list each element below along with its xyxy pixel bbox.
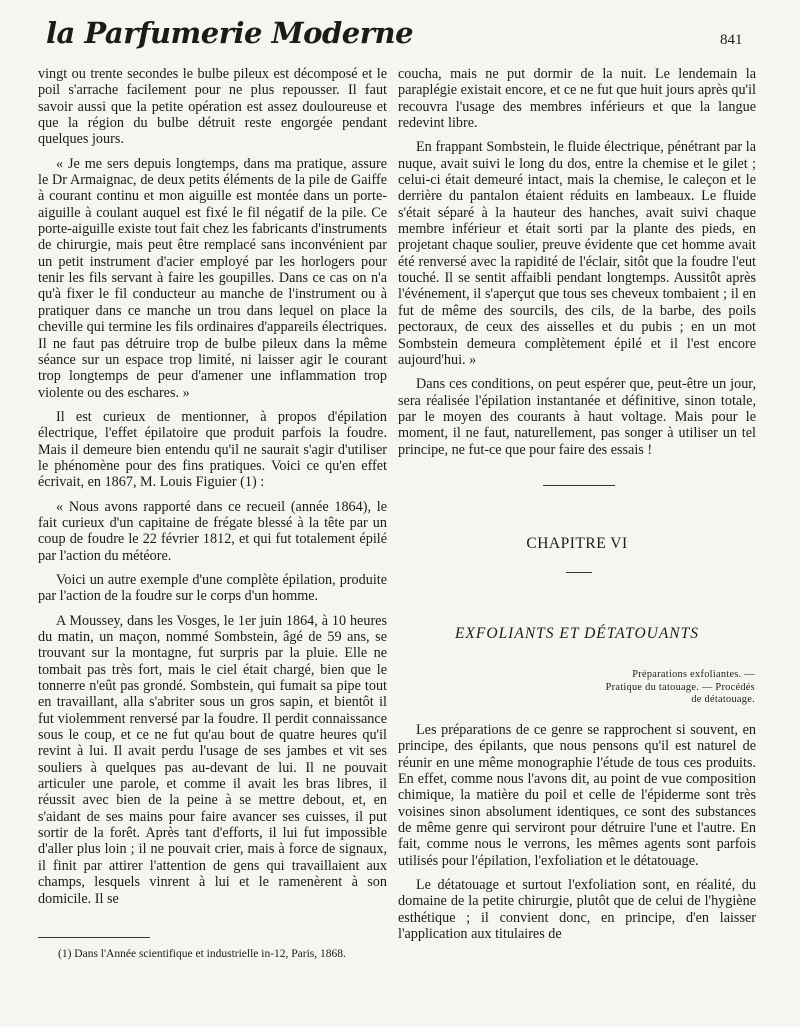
paragraph: vingt ou trente secondes le bulbe pileux est décomposé et le poil s'arrache facilement pour ne plus repousser. Il faut savoir aussi que la petite opération est assez douloureuse et que la région du bulbe détruit reste engorgée pendant quelques jours. — [38, 66, 387, 148]
subhead-line: Pratique du tatouage. — Procédés — [605, 681, 755, 693]
footnote: (1) Dans l'Année scientifique et industrielle in-12, Paris, 1868. — [58, 948, 346, 960]
paragraph: En frappant Sombstein, le fluide électrique, pénétrant par la nuque, avait suivi le long du dos, entre la chemise et le gilet ; celui-ci était demeuré intact, mais la chemise, le caleçon et le derrière du pantalon étaient réduits en lambeaux. Le fluide s'était séparé à la hauteur des hanches, avait suivi chaque membre inférieur et était sorti par la plante des pieds, en projetant chaque soulier, preuve évidente que cet homme avait été renversé avec la rapidité de l'éclair, sitôt que la foudre l'eut touché. Il se sentit affaibli pendant longtemps. Aussitôt après l'événement, il s'aperçut que tous ses cheveux tombaient ; il en fut de même des sourcils, des cils, de la barbe, des poils pectoraux, de ceux des aisselles et du pubis ; en un mot Sombstein demeura complètement épilé et il l'est encore aujourd'hui. » — [398, 139, 756, 368]
paragraph: « Nous avons rapporté dans ce recueil (année 1864), le fait curieux d'un capitaine de frégate blessé à la tête par un coup de foudre le 22 février 1812, et qui fut totalement épilé par l'action du météore. — [38, 498, 387, 564]
chapter-heading: CHAPITRE VI — [526, 535, 628, 552]
subhead-line: de détatouage. — [691, 694, 755, 705]
paragraph: Le détatouage et surtout l'exfoliation sont, en réalité, du domaine de la petite chirurgie, plutôt que de celui de l'hygiène esthétique ; il convient donc, en principe, d'en laisser l'application aux titulaires de — [398, 877, 756, 943]
right-column-chapter-text — [398, 722, 756, 950]
paragraph: « Je me sers depuis longtemps, dans ma pratique, assure le Dr Armaignac, de deux petits éléments de la pile de Gaiffe à courant continu et mon aiguille est montée dans un porte-aiguille à coulant auquel est fixé le fil négatif de la pile. Ce porte-aiguille existe tout fait chez les fabricants d'instruments de chirurgie, mais peut être remplacé sans inconvénient par un petit instrument d'acier employé par les horlogers pour tenir les fils servant à faire les goupilles. Dans ce cas on n'a qu'à fixer le fil conducteur au manche de l'instrument ou à pratiquer dans ce manche un trou dans lequel on place la cheville qui termine les fils ordinaires d'appareils électriques. Il ne faut pas détruire trop de bulbe pileux dans la même séance sur un espace trop limité, ni laisser agir le courant trop longtemps de peur d'amener une inflammation trop violente ou des eschares. » — [38, 155, 387, 401]
footnote-divider — [38, 937, 150, 938]
paragraph: Il est curieux de mentionner, à propos d'épilation électrique, l'effet épilatoire que produit parfois la foudre. Mais il demeure bien entendu qu'il ne saurait s'agir d'utiliser le phénomène pour des fins pratiques. Voici ce qu'en effet écrivait, en 1867, M. Louis Figuier (1) : — [38, 408, 387, 491]
paragraph: Les préparations de ce genre se rapprochent si souvent, en principe, des épilants, que nous pensons qu'il est naturel de réunir en une même monographie l'étude de tous ces produits. En effet, comme nous l'avons dit, au point de vue composition chimique, la matière du poil et celle de l'épiderme sont très voisines sinon absolument identiques, ce sont des substances de même genre qui serviront pour détruire l'une et l'autre. En fait, comme nous le verrons, les mêmes agents sont parfois utilisés pour l'épilation, l'exfoliation et le détatouage. — [398, 722, 756, 869]
paragraph: Dans ces conditions, on peut espérer que, peut-être un jour, sera réalisée l'épilation instantanée et définitive, sinon totale, par le moyen des courants à haut voltage. Mais pour le moment, il ne faut, naturellement, pas songer à utiliser un tel principe, ne fut-ce que pour faire des essais ! — [398, 376, 756, 458]
section-title: EXFOLIANTS ET DÉTATOUANTS — [454, 625, 700, 642]
chapter-subheads — [540, 669, 755, 707]
chapter-divider — [566, 572, 592, 573]
right-column — [398, 66, 756, 466]
section-divider — [543, 485, 615, 486]
page-number: 841 — [720, 32, 743, 48]
paragraph: coucha, mais ne put dormir de la nuit. Le lendemain la paraplégie existait encore, et ce ne fut que huit jours après qu'il recouvra l'usage des membres inférieurs et que la langue redevint libre. — [398, 66, 756, 132]
left-column — [38, 66, 387, 915]
paragraph: Voici un autre exemple d'une complète épilation, produite par l'action de la foudre sur le corps d'un homme. — [38, 571, 387, 605]
paragraph: A Moussey, dans les Vosges, le 1er juin 1864, à 10 heures du matin, un maçon, nommé Sombstein, âgé de 59 ans, se trouvant sur la montagne, fut surpris par la pluie. Elle ne tombait pas très fort, mais le ciel était chargé, bien que le tonnerre n'eût pas grondé. Sombstein, qui fumait sa pipe tout en travaillant, alla s'abriter sous un gros sapin, et bientôt il fut violemment renversé par la foudre. Il perdit connaissance sous le coup, et ce ne fut qu'au bout de quatre heures qu'il revint à lui. Il avait perdu l'usage de ses jambes et vit ses souliers à quelques pas au-devant de lui. Il ne pouvait articuler une parole, et comme il avait les bras libres, il réussit avec bien de la peine à se mettre debout, et, en s'aidant de ses mains pour faire avancer ses cuisses, il put sortir de la forêt. Après tant d'efforts, il lui fut impossible d'aller plus loin ; il ne pouvait crier, mais à force de signaux, il finit par attirer l'attention de gens qui travaillaient aux champs, lesquels vinrent à lui et le ramenèrent à son domicile. Il se — [38, 612, 387, 907]
masthead-logo: la Parfumerie Moderne — [46, 16, 414, 50]
subhead-line: Préparations exfoliantes. — — [632, 669, 755, 680]
